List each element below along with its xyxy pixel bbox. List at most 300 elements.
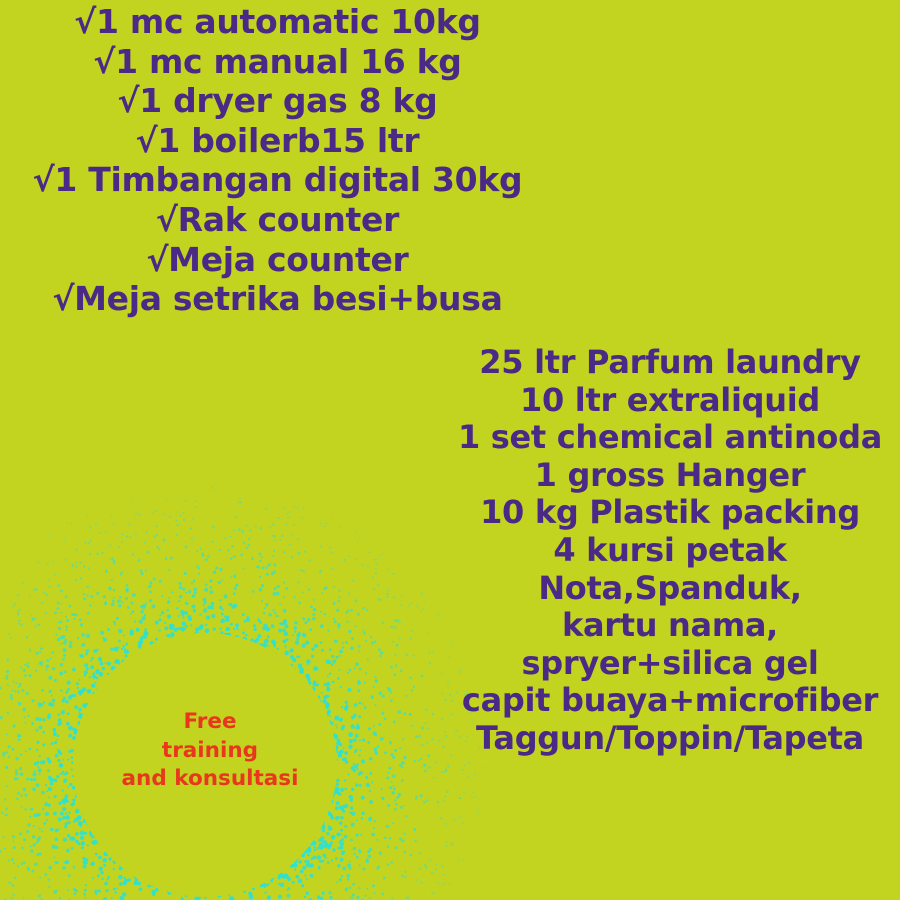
burst-dot: [124, 879, 128, 883]
burst-dot: [84, 832, 87, 835]
burst-dot: [191, 582, 193, 584]
burst-dot: [47, 535, 49, 537]
burst-dot: [361, 796, 363, 798]
burst-dot: [188, 590, 191, 593]
burst-dot: [211, 614, 215, 618]
burst-dot: [474, 773, 476, 775]
burst-dot: [21, 847, 24, 850]
burst-dot: [139, 639, 143, 643]
burst-dot: [431, 872, 433, 874]
burst-dot: [213, 570, 217, 574]
burst-dot: [67, 786, 69, 788]
burst-dot: [30, 849, 33, 852]
burst-dot: [35, 729, 38, 732]
equipment-item: √1 Timbangan digital 30kg: [32, 160, 523, 200]
equipment-item: √1 dryer gas 8 kg: [117, 81, 438, 121]
burst-dot: [297, 508, 299, 510]
burst-dot: [367, 565, 369, 567]
burst-dot: [56, 775, 59, 778]
supplies-item: spryer+silica gel: [521, 643, 819, 682]
burst-dot: [181, 897, 183, 899]
burst-dot: [135, 878, 139, 882]
burst-dot: [127, 606, 130, 609]
burst-dot: [120, 573, 123, 576]
burst-dot: [121, 571, 123, 573]
burst-dot: [145, 602, 147, 604]
burst-dot: [358, 689, 361, 692]
burst-dot: [71, 837, 75, 841]
burst-dot: [373, 686, 375, 688]
burst-dot: [81, 643, 85, 647]
burst-dot: [73, 694, 77, 698]
burst-dot: [85, 858, 89, 862]
burst-dot: [322, 853, 326, 857]
burst-dot: [62, 790, 64, 792]
burst-dot: [53, 811, 57, 815]
burst-dot: [23, 669, 26, 672]
burst-dot: [340, 750, 344, 754]
burst-dot: [246, 618, 251, 623]
burst-dot: [258, 552, 261, 555]
burst-dot: [345, 701, 349, 705]
burst-dot: [23, 861, 26, 864]
burst-dot: [35, 717, 39, 721]
burst-dot: [17, 613, 20, 616]
burst-dot: [211, 602, 215, 606]
burst-dot: [445, 845, 447, 847]
burst-dot: [27, 823, 30, 826]
burst-dot: [330, 814, 333, 817]
burst-dot: [393, 720, 396, 723]
burst-dot: [307, 854, 310, 857]
burst-dot: [393, 673, 396, 676]
burst-dot: [336, 727, 338, 729]
burst-dot: [401, 779, 404, 782]
burst-dot: [63, 778, 67, 782]
burst-dot: [27, 665, 30, 668]
burst-dot: [84, 897, 86, 899]
burst-dot: [67, 712, 70, 715]
burst-dot: [347, 688, 351, 692]
burst-dot: [398, 793, 402, 797]
burst-dot: [355, 749, 358, 752]
burst-dot: [347, 874, 351, 878]
burst-dot: [82, 857, 85, 860]
burst-dot: [350, 839, 353, 842]
burst-dot: [348, 795, 353, 800]
burst-dot: [427, 742, 429, 744]
burst-dot: [71, 769, 73, 771]
burst-dot: [132, 553, 134, 555]
burst-dot: [192, 605, 196, 609]
burst-dot: [92, 840, 97, 845]
burst-dot: [393, 573, 395, 575]
burst-dot: [177, 627, 180, 630]
burst-dot: [248, 892, 252, 896]
burst-dot: [400, 806, 403, 809]
burst-dot: [89, 527, 91, 529]
burst-dot: [301, 517, 303, 519]
burst-dot: [20, 754, 22, 756]
burst-dot: [443, 771, 445, 773]
burst-dot: [374, 640, 377, 643]
burst-dot: [137, 560, 139, 562]
burst-dot: [14, 877, 17, 880]
burst-dot: [392, 774, 395, 777]
burst-dot: [293, 863, 297, 867]
burst-dot: [396, 620, 399, 623]
burst-dot: [75, 579, 77, 581]
burst-dot: [96, 677, 99, 680]
burst-dot: [46, 659, 49, 662]
burst-dot: [47, 563, 49, 565]
burst-dot: [60, 773, 62, 775]
burst-dot: [323, 587, 326, 590]
burst-dot: [173, 628, 177, 632]
burst-dot: [398, 710, 401, 713]
burst-dot: [56, 890, 58, 892]
burst-dot: [65, 616, 67, 618]
burst-dot: [4, 798, 6, 800]
burst-dot: [254, 628, 257, 631]
burst-dot: [387, 863, 389, 865]
burst-dot: [99, 672, 104, 677]
burst-dot: [73, 866, 76, 869]
burst-dot: [327, 861, 330, 864]
burst-dot: [354, 764, 358, 768]
burst-dot: [429, 661, 431, 663]
burst-dot: [75, 565, 77, 567]
burst-dot: [113, 562, 116, 565]
burst-dot: [441, 771, 443, 773]
burst-dot: [425, 708, 427, 710]
burst-dot: [340, 807, 344, 811]
burst-dot: [12, 840, 14, 842]
burst-dot: [329, 648, 332, 651]
burst-dot: [327, 675, 329, 677]
burst-dot: [23, 716, 25, 718]
burst-dot: [220, 620, 222, 622]
burst-dot: [378, 723, 381, 726]
burst-dot: [80, 623, 83, 626]
burst-dot: [22, 708, 26, 712]
burst-dot: [113, 887, 116, 890]
burst-dot: [36, 841, 39, 844]
burst-dot: [336, 801, 340, 805]
burst-dot: [41, 689, 44, 692]
burst-dot: [380, 599, 382, 601]
burst-dot: [12, 893, 14, 895]
burst-dot: [18, 623, 20, 625]
burst-dot: [265, 603, 268, 606]
burst-dot: [402, 738, 404, 740]
burst-dot: [67, 688, 70, 691]
burst-dot: [337, 677, 340, 680]
burst-dot: [274, 539, 276, 541]
burst-dot: [60, 663, 63, 666]
burst-dot: [11, 748, 14, 751]
burst-dot: [388, 688, 392, 692]
burst-dot: [317, 847, 320, 850]
burst-dot: [256, 638, 260, 642]
burst-dot: [292, 658, 296, 662]
burst-dot: [221, 613, 224, 616]
burst-dot: [105, 889, 108, 892]
burst-dot: [356, 726, 359, 729]
burst-dot: [60, 621, 63, 624]
burst-dot: [291, 865, 294, 868]
burst-dot: [349, 739, 354, 744]
burst-dot: [166, 634, 169, 637]
burst-dot: [462, 822, 464, 824]
burst-dot: [107, 876, 110, 879]
burst-dot: [118, 546, 120, 548]
burst-dot: [79, 689, 84, 694]
burst-dot: [70, 522, 72, 524]
burst-dot: [351, 823, 355, 827]
burst-dot: [235, 584, 238, 587]
burst-dot: [196, 550, 198, 552]
burst-dot: [338, 816, 340, 818]
burst-dot: [72, 565, 74, 567]
burst-dot: [136, 628, 140, 632]
burst-dot: [393, 788, 396, 791]
burst-dot: [78, 715, 81, 718]
burst-dot: [340, 788, 344, 792]
burst-dot: [365, 672, 367, 674]
burst-dot: [261, 584, 264, 587]
burst-dot: [30, 778, 33, 781]
burst-dot: [351, 580, 353, 582]
burst-dot: [235, 623, 239, 627]
burst-dot: [24, 664, 27, 667]
burst-dot: [185, 592, 187, 594]
burst-dot: [420, 674, 423, 677]
burst-dot: [433, 892, 435, 894]
burst-dot: [182, 512, 184, 514]
burst-dot: [59, 752, 62, 755]
burst-dot: [357, 540, 359, 542]
burst-dot: [48, 702, 52, 706]
burst-dot: [403, 832, 405, 834]
burst-dot: [50, 828, 54, 832]
burst-dot: [267, 635, 270, 638]
burst-dot: [67, 759, 69, 761]
burst-dot: [43, 701, 45, 703]
burst-dot: [279, 539, 281, 541]
burst-dot: [123, 634, 125, 636]
burst-dot: [17, 690, 20, 693]
burst-dot: [103, 858, 107, 862]
burst-dot: [381, 797, 385, 801]
burst-dot: [99, 532, 101, 534]
burst-dot: [353, 714, 357, 718]
burst-dot: [260, 527, 263, 530]
burst-dot: [394, 749, 397, 752]
burst-dot: [463, 791, 465, 793]
burst-dot: [400, 670, 403, 673]
burst-dot: [337, 626, 340, 629]
burst-dot: [25, 808, 27, 810]
burst-dot: [310, 605, 313, 608]
burst-dot: [218, 581, 221, 584]
supplies-item: Nota,Spanduk,: [538, 568, 802, 607]
burst-dot: [143, 608, 145, 610]
burst-dot: [35, 588, 38, 591]
burst-dot: [55, 574, 57, 576]
burst-dot: [48, 886, 50, 888]
burst-dot: [394, 626, 397, 629]
equipment-item: √1 mc automatic 10kg: [74, 2, 481, 41]
burst-dot: [296, 638, 299, 641]
burst-dot: [467, 776, 469, 778]
burst-dot: [74, 705, 78, 709]
burst-dot: [372, 576, 374, 578]
burst-dot: [424, 864, 426, 866]
burst-dot: [255, 525, 257, 527]
burst-dot: [325, 843, 329, 847]
burst-dot: [14, 690, 16, 692]
burst-dot: [366, 783, 370, 787]
burst-dot: [47, 769, 50, 772]
burst-dot: [360, 834, 362, 836]
burst-dot: [399, 747, 401, 749]
burst-dot: [354, 599, 357, 602]
burst-dot: [432, 713, 435, 716]
burst-dot: [75, 809, 80, 814]
burst-dot: [212, 526, 214, 528]
burst-dot: [477, 807, 479, 809]
burst-dot: [432, 651, 434, 653]
burst-dot: [349, 669, 352, 672]
burst-dot: [410, 637, 412, 639]
burst-dot: [324, 613, 326, 615]
burst-dot: [336, 779, 340, 783]
burst-dot: [111, 897, 113, 899]
burst-dot: [86, 667, 89, 670]
burst-dot: [339, 743, 342, 746]
burst-dot: [342, 642, 344, 644]
burst-dot: [109, 544, 111, 546]
burst-dot: [27, 715, 29, 717]
burst-dot: [95, 682, 97, 684]
burst-dot: [350, 896, 352, 898]
burst-dot: [298, 879, 303, 884]
burst-dot: [405, 815, 407, 817]
burst-dot: [338, 600, 341, 603]
burst-dot: [156, 525, 158, 527]
burst-dot: [81, 846, 84, 849]
burst-dot: [83, 593, 85, 595]
burst-dot: [405, 897, 407, 899]
burst-dot: [366, 858, 368, 860]
burst-dot: [286, 523, 288, 525]
burst-dot: [185, 545, 188, 548]
burst-dot: [69, 783, 72, 786]
burst-dot: [361, 817, 363, 819]
burst-dot: [433, 777, 435, 779]
burst-dot: [338, 590, 340, 592]
burst-dot: [414, 840, 417, 843]
burst-dot: [122, 892, 127, 897]
burst-dot: [51, 695, 53, 697]
burst-dot: [339, 669, 341, 671]
burst-dot: [326, 686, 328, 688]
burst-dot: [282, 629, 286, 633]
burst-dot: [52, 699, 56, 703]
burst-dot: [236, 503, 238, 505]
burst-dot: [68, 695, 72, 699]
burst-dot: [394, 619, 396, 621]
burst-dot: [33, 825, 35, 827]
burst-dot: [379, 851, 382, 854]
burst-dot: [482, 767, 484, 769]
burst-dot: [209, 579, 212, 582]
burst-dot: [81, 633, 85, 637]
burst-dot: [359, 749, 361, 751]
burst-dot: [371, 642, 374, 645]
burst-dot: [57, 638, 60, 641]
burst-dot: [369, 551, 371, 553]
burst-dot: [210, 590, 214, 594]
burst-dot: [302, 591, 304, 593]
burst-dot: [376, 563, 378, 565]
burst-dot: [368, 817, 372, 821]
burst-dot: [239, 501, 241, 503]
burst-dot: [349, 887, 351, 889]
burst-dot: [97, 874, 100, 877]
burst-dot: [204, 601, 207, 604]
burst-dot: [38, 624, 41, 627]
burst-dot: [214, 527, 216, 529]
burst-dot: [76, 840, 79, 843]
burst-dot: [371, 782, 373, 784]
burst-dot: [48, 760, 52, 764]
burst-dot: [311, 655, 314, 658]
burst-dot: [86, 514, 88, 516]
burst-dot: [39, 718, 42, 721]
burst-dot: [271, 624, 275, 628]
burst-dot: [107, 628, 110, 631]
burst-dot: [369, 897, 371, 899]
burst-dot: [311, 647, 314, 650]
burst-dot: [409, 713, 411, 715]
burst-dot: [52, 651, 55, 654]
burst-dot: [399, 637, 401, 639]
burst-dot: [72, 798, 75, 801]
burst-dot: [396, 644, 399, 647]
burst-dot: [261, 566, 264, 569]
burst-dot: [319, 522, 321, 524]
burst-dot: [356, 856, 359, 859]
burst-dot: [314, 848, 317, 851]
burst-dot: [341, 850, 345, 854]
burst-dot: [183, 519, 185, 521]
burst-dot: [17, 594, 19, 596]
burst-dot: [156, 546, 159, 549]
burst-dot: [354, 667, 356, 669]
burst-dot: [125, 597, 128, 600]
burst-dot: [27, 868, 30, 871]
burst-dot: [68, 874, 71, 877]
burst-dot: [367, 658, 369, 660]
burst-dot: [29, 674, 32, 677]
burst-dot: [61, 710, 65, 714]
burst-dot: [219, 599, 221, 601]
burst-dot: [169, 516, 171, 518]
burst-dot: [146, 531, 148, 533]
burst-dot: [105, 531, 107, 533]
